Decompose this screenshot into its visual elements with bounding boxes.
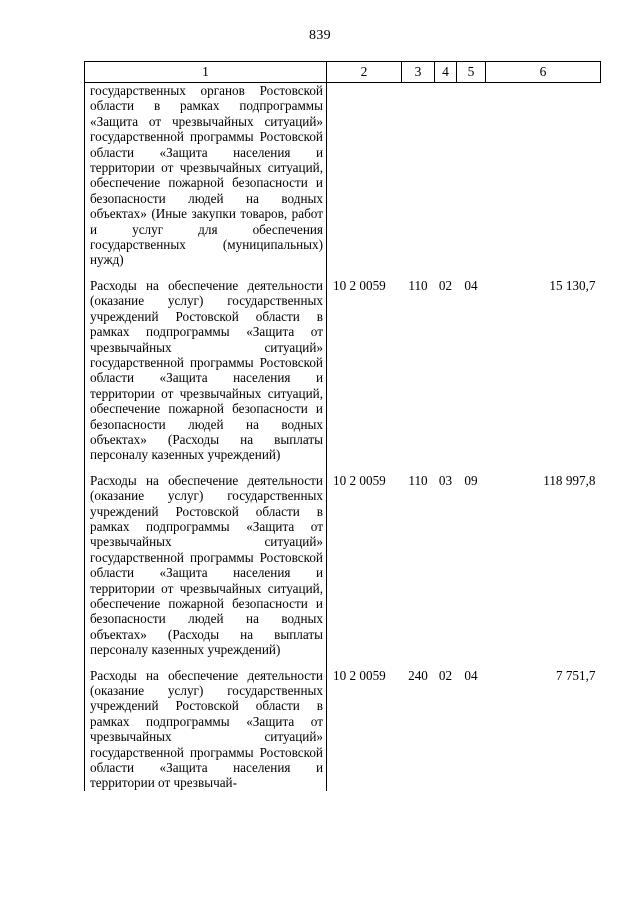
row-description: государственных органов Ростовской области в рамках подпрограммы «Защита от чрезвычайных ситуаций» государственной программы Ростовской области «Защита населения и территории от чрезвычайных ситуаций, обеспечение пожарной безопасности и безопасности людей на водных объектах» (Иные закупки товаров, работ и услуг для обеспечения государственных (муниципальных) нужд)	[85, 83, 327, 268]
row-subsection: 04	[464, 667, 478, 683]
header-col-5: 5	[457, 62, 486, 83]
row-expense-type: 110	[408, 472, 428, 488]
table-row	[85, 83, 601, 268]
row-subsection: 09	[464, 472, 478, 488]
header-col-6: 6	[486, 62, 601, 83]
row-target-code: 10 2 0059	[333, 472, 386, 488]
page-number: 839	[309, 28, 331, 43]
row-spacer	[85, 463, 601, 473]
row-amount: 7 751,7	[555, 667, 596, 683]
header-row	[85, 62, 601, 83]
budget-table	[84, 61, 601, 791]
table-row	[85, 668, 601, 791]
table-row	[85, 278, 601, 463]
row-target-code	[327, 83, 402, 268]
row-section: 02	[438, 277, 453, 293]
row-spacer	[85, 658, 601, 668]
header-col-3: 3	[402, 62, 435, 83]
row-expense-type	[402, 83, 435, 268]
row-spacer	[85, 268, 601, 278]
header-col-4: 4	[435, 62, 457, 83]
row-section: 02	[438, 667, 453, 683]
row-description: Расходы на обеспечение деятельности (оказание услуг) государственных учреждений Ростовской области в рамках подпрограммы «Защита от чрезвычайных ситуаций» государственной программы Ростовской области «Защита населения и территории от чрезвычайных ситуаций, обеспечение пожарной безопасности и безопасности людей на водных объектах» (Расходы на выплаты персоналу казенных учреждений)	[85, 473, 327, 658]
row-description: Расходы на обеспечение деятельности (оказание услуг) государственных учреждений Ростовской области в рамках подпрограммы «Защита от чрезвычайных ситуаций» государственной программы Ростовской области «Защита населения и территории от чрезвычай-	[85, 668, 327, 791]
table-row	[85, 473, 601, 658]
row-target-code: 10 2 0059	[333, 277, 386, 293]
row-expense-type: 110	[408, 277, 428, 293]
row-amount: 118 997,8	[543, 472, 596, 488]
row-amount	[486, 83, 601, 268]
row-description: Расходы на обеспечение деятельности (оказание услуг) государственных учреждений Ростовской области в рамках подпрограммы «Защита от чрезвычайных ситуаций» государственной программы Ростовской области «Защита населения и территории от чрезвычайных ситуаций, обеспечение пожарной безопасности и безопасности людей на водных объектах» (Расходы на выплаты персоналу казенных учреждений)	[85, 278, 327, 463]
row-expense-type: 240	[408, 667, 428, 683]
header-col-1: 1	[85, 62, 327, 83]
row-target-code: 10 2 0059	[333, 667, 386, 683]
row-amount: 15 130,7	[549, 277, 596, 293]
header-col-2: 2	[327, 62, 402, 83]
row-subsection: 04	[464, 277, 478, 293]
row-section	[435, 83, 457, 268]
row-subsection	[457, 83, 486, 268]
row-section: 03	[438, 472, 453, 488]
